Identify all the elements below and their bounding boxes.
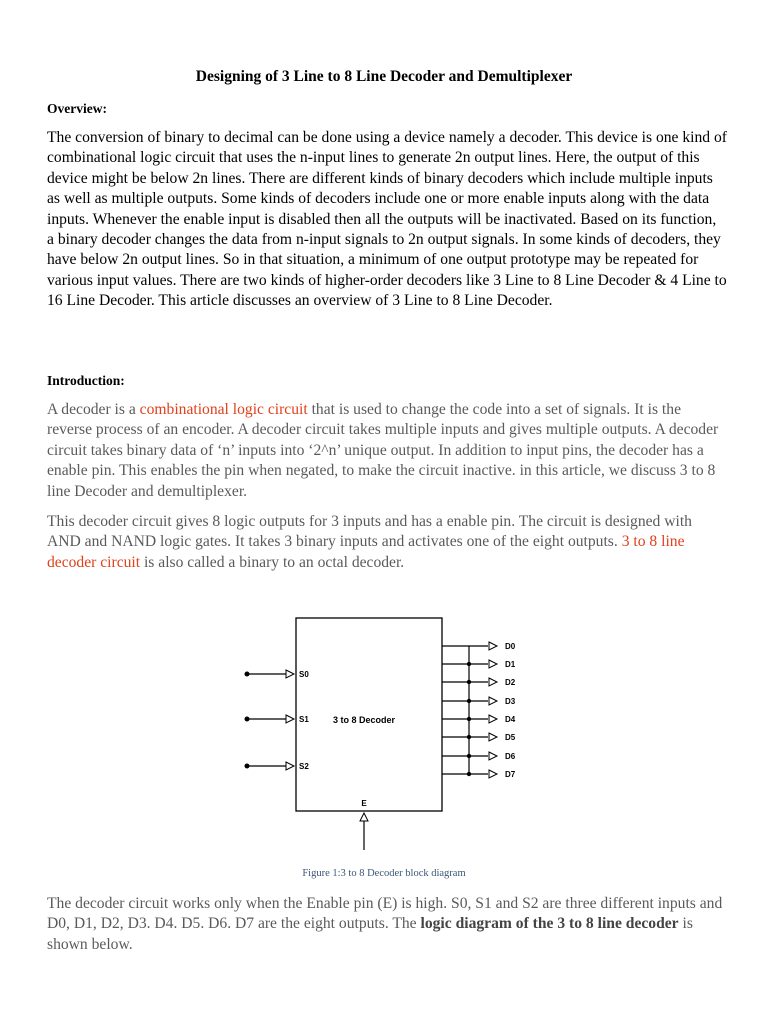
enable-label: E [361,799,367,808]
input-s1-label: S1 [299,715,309,724]
output-d3-label: D3 [505,697,516,706]
input-s1 [245,715,310,724]
output-d1 [442,660,516,669]
output-d5 [442,733,516,742]
output-d6 [442,752,516,761]
introduction-heading: Introduction: [47,373,125,388]
input-s0 [245,670,310,679]
closing-text-a: The decoder circuit works only when the Enable pin (E) is high. S0, S1 and S2 are three different inputs and D0, D1, D2, D3. D4. D5. D6. D7 are the eight outputs. The [47,895,723,933]
closing-text-b: is shown below. [47,915,693,953]
intro-text-2b: is also called a binary to an octal decoder. [140,553,405,571]
output-d3 [442,697,516,706]
decoder-block-diagram [0,590,768,870]
output-d2-label: D2 [505,678,516,687]
input-s2 [245,762,310,771]
decoder-block-label: 3 to 8 Decoder [332,715,396,725]
combinational-logic-link[interactable]: combinational logic circuit [139,401,308,418]
output-d0 [442,642,516,651]
output-d7 [442,770,516,779]
output-d7-label: D7 [505,770,516,779]
intro-paragraph-1 [47,400,727,502]
output-d1-label: D1 [505,660,516,669]
output-d2 [442,678,516,687]
input-s2-label: S2 [299,762,309,771]
intro-paragraph-2 [47,512,727,573]
output-d6-label: D6 [505,752,516,761]
intro-text-2a: This decoder circuit gives 8 logic outputs for 3 inputs and has a enable pin. The circuit is designed with AND and NAND logic gates. It takes 3 binary inputs and activates one of the eight outputs. [47,513,692,551]
output-d5-label: D5 [505,733,516,742]
output-d0-label: D0 [505,642,516,651]
intro-text-1b: that is used to change the code into a set of signals. It is the reverse process of an encoder. A decoder circuit takes multiple inputs and gives multiple outputs. A decoder circuit takes binary data of ‘n’ inputs into ‘2^n’ unique output. In addition to input pins, the decoder has a enable pin. This enables the pin when negated, to make the circuit inactive. in this article, we discuss 3 to 8 line Decoder and demultiplexer. [47,401,719,500]
figure-caption: Figure 1:3 to 8 Decoder block diagram [302,868,466,879]
document-title: Designing of 3 Line to 8 Line Decoder and Demultiplexer [195,68,573,85]
output-d4 [442,715,516,724]
intro-text-1a: A decoder is a [47,401,140,418]
overview-paragraph: The conversion of binary to decimal can be done using a device namely a decoder. This device is one kind of combinational logic circuit that uses the n-input lines to generate 2n output lines. Here, the output of this device might be below 2n lines. There are different kinds of binary decoders which include multiple inputs as well as multiple outputs. Some kinds of decoders include one or more enable inputs along with the data inputs. Whenever the enable input is disabled then all the outputs will be inactivated. Based on its function, a binary decoder changes the data from n-input signals to 2n output signals. In some kinds of decoders, they have below 2n output lines. So in that situation, a minimum of one output prototype may be repeated for various input values. There are two kinds of higher-order decoders like 3 Line to 8 Line Decoder & 4 Line to 16 Line Decoder. This article discusses an overview of 3 Line to 8 Line Decoder. [47,129,727,310]
output-d4-label: D4 [505,715,516,724]
closing-paragraph [47,894,727,955]
overview-heading: Overview: [47,101,107,116]
logic-diagram-emphasis: logic diagram of the 3 to 8 line decoder [420,915,679,933]
decoder-circuit-link[interactable]: 3 to 8 line decoder circuit [47,533,685,571]
input-s0-label: S0 [299,670,309,679]
